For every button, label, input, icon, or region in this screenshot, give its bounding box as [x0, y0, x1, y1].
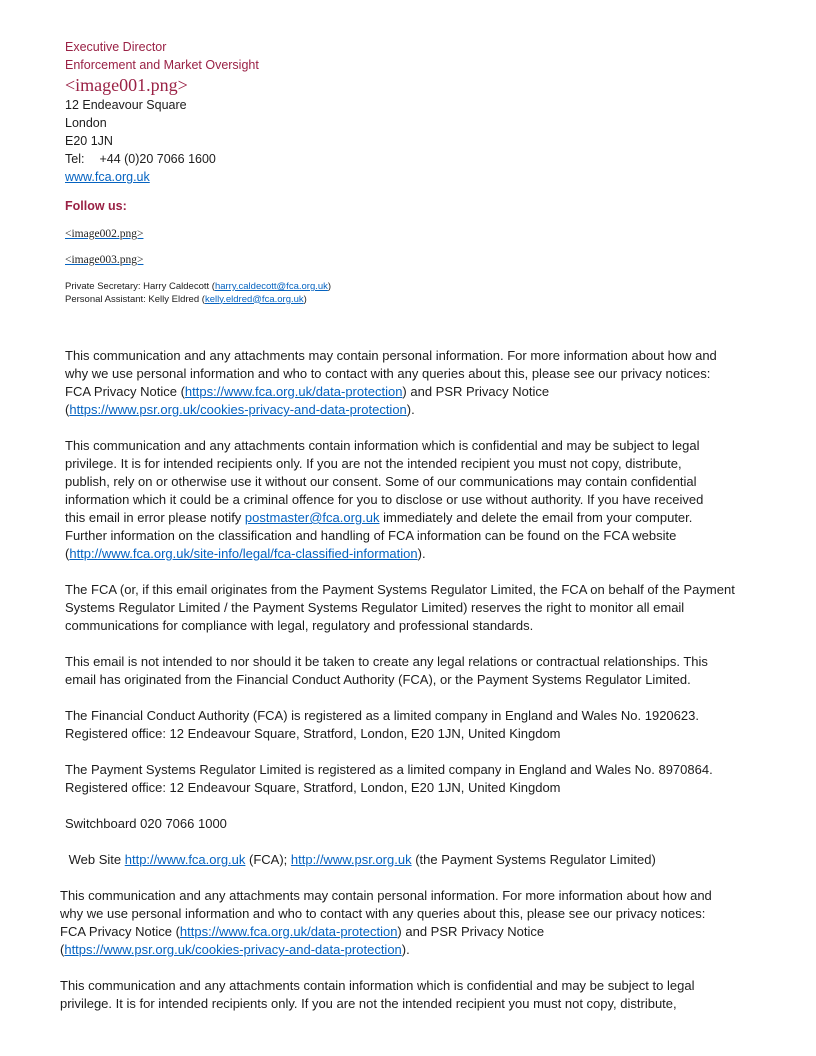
text-run: The Payment Systems Regulator Limited is registered as a limited company in England and Wales No. 8970864.	[65, 762, 713, 777]
text-run: ).	[401, 942, 410, 957]
switchboard-paragraph	[65, 815, 816, 833]
text-run: FCA Privacy Notice (	[60, 924, 180, 939]
text-run: The FCA (or, if this email originates from the Payment Systems Regulator Limited, the FCA on behalf of the Payment	[65, 582, 735, 597]
text-run: (	[65, 546, 70, 561]
address-line-2: London	[65, 116, 107, 130]
tel-label: Tel:	[65, 152, 85, 166]
psr-privacy-link-2[interactable]: https://www.psr.org.uk/cookies-privacy-and-data-protection	[64, 942, 402, 957]
text-line	[65, 437, 816, 455]
text-run: Switchboard 020 7066 1000	[65, 816, 227, 831]
privacy-notice-paragraph	[65, 347, 816, 419]
text-line	[65, 473, 816, 491]
sender-role: Executive Director	[65, 40, 167, 54]
text-run: This communication and any attachments may contain personal information. For more information about how and	[65, 348, 717, 363]
text-line	[65, 401, 816, 419]
text-line	[60, 995, 816, 1013]
social-link-line-1	[65, 226, 816, 241]
text-run: publish, rely on or otherwise use it without our consent. Some of our communications may contain confidential	[65, 474, 697, 489]
fca-classified-information-link[interactable]: http://www.fca.org.uk/site-info/legal/fca-classified-information	[69, 546, 418, 561]
fca-website-url-link[interactable]: http://www.fca.org.uk	[124, 852, 246, 867]
text-line	[60, 941, 816, 959]
text-run: email has originated from the Financial Conduct Authority (FCA), or the Payment Systems Regulator Limited.	[65, 672, 691, 687]
text-run: privilege. It is for intended recipients only. If you are not the intended recipient you must not copy, distribute,	[65, 456, 682, 471]
text-run: The Financial Conduct Authority (FCA) is registered as a limited company in England and Wales No. 1920623.	[65, 708, 699, 723]
psr-registration-paragraph	[65, 761, 816, 797]
text-run: ) and PSR Privacy Notice	[397, 924, 545, 939]
text-line	[65, 815, 816, 833]
text-run: communications for compliance with legal, regulatory and professional standards.	[65, 618, 534, 633]
text-line	[65, 455, 816, 473]
text-run: Private Secretary: Harry Caldecott (	[65, 281, 215, 292]
text-run: Registered office: 12 Endeavour Square, Stratford, London, E20 1JN, United Kingdom	[65, 780, 561, 795]
text-line	[65, 347, 816, 365]
text-run: This email is not intended to nor should it be taken to create any legal relations or contractual relationships. This	[65, 654, 708, 669]
follow-us-label: Follow us:	[65, 199, 127, 213]
websites-paragraph	[65, 851, 816, 869]
text-line	[65, 779, 816, 797]
text-line	[65, 653, 816, 671]
legal-relations-paragraph	[65, 653, 816, 689]
inline-image-placeholder: <image001.png>	[65, 75, 188, 95]
text-line	[60, 887, 816, 905]
fca-data-protection-link-2[interactable]: https://www.fca.org.uk/data-protection	[179, 924, 398, 939]
tel-number: +44 (0)20 7066 1600	[99, 152, 216, 166]
postmaster-email-link[interactable]: postmaster@fca.org.uk	[244, 510, 380, 525]
text-run: this email in error please notify	[65, 510, 245, 525]
text-run: Registered office: 12 Endeavour Square, Stratford, London, E20 1JN, United Kingdom	[65, 726, 561, 741]
text-line	[65, 761, 816, 779]
text-run: (	[65, 402, 70, 417]
text-run: Further information on the classification and handling of FCA information can be found on the FCA website	[65, 528, 677, 543]
text-run: (the Payment Systems Regulator Limited)	[411, 852, 656, 867]
text-line	[65, 491, 816, 509]
fca-website-link[interactable]: www.fca.org.uk	[65, 170, 150, 184]
monitoring-paragraph	[65, 581, 816, 635]
text-run: (FCA);	[245, 852, 291, 867]
text-run: ) and PSR Privacy Notice	[402, 384, 550, 399]
text-run: Personal Assistant: Kelly Eldred (	[65, 293, 205, 305]
text-line	[65, 527, 816, 545]
text-line	[65, 725, 816, 743]
psr-privacy-link[interactable]: https://www.psr.org.uk/cookies-privacy-and-data-protection	[69, 402, 407, 417]
text-line	[65, 581, 816, 599]
personal-assistant-line	[65, 294, 816, 307]
text-run: Systems Regulator Limited / the Payment Systems Regulator Limited) reserves the right to monitor all email	[65, 600, 685, 615]
fca-registration-paragraph	[65, 707, 816, 743]
text-line	[60, 923, 816, 941]
social-image-placeholder-1[interactable]: <image002.png>	[65, 228, 144, 240]
text-line	[65, 383, 816, 401]
text-run: immediately and delete the email from your computer.	[379, 510, 693, 525]
text-run: This communication and any attachments contain information which is confidential and may be subject to legal	[60, 978, 695, 993]
text-run: This communication and any attachments contain information which is confidential and may be subject to legal	[65, 438, 700, 453]
text-run: ).	[406, 402, 415, 417]
text-run: This communication and any attachments may contain personal information. For more information about how and	[60, 888, 712, 903]
email-signature	[0, 0, 816, 306]
social-link-line-2	[65, 252, 816, 267]
confidentiality-paragraph-repeat	[60, 977, 816, 1013]
telephone-line	[65, 150, 816, 168]
text-run: Web Site	[65, 852, 125, 867]
text-run: )	[303, 293, 307, 305]
text-run: information which it could be a criminal offence for you to disclose or use without authority. If you have received	[65, 492, 704, 507]
disclaimer-body	[0, 347, 816, 1013]
text-run: privilege. It is for intended recipients only. If you are not the intended recipient you must not copy, distribute,	[60, 996, 677, 1011]
text-line	[65, 545, 816, 563]
text-run: ).	[417, 546, 426, 561]
text-line	[60, 905, 816, 923]
confidentiality-paragraph	[65, 437, 816, 563]
website-line	[65, 168, 816, 186]
text-line	[65, 365, 816, 383]
social-image-placeholder-2[interactable]: <image003.png>	[65, 254, 144, 266]
address-postcode: E20 1JN	[65, 134, 113, 148]
text-run: why we use personal information and who to contact with any queries about this, please see our privacy notices:	[65, 366, 711, 381]
text-run: why we use personal information and who to contact with any queries about this, please see our privacy notices:	[60, 906, 706, 921]
sender-department: Enforcement and Market Oversight	[65, 58, 259, 72]
text-run: FCA Privacy Notice (	[65, 384, 185, 399]
text-line	[65, 617, 816, 635]
private-secretary-line	[65, 281, 816, 294]
text-line	[65, 851, 816, 869]
text-line	[65, 599, 816, 617]
text-run: (	[60, 942, 65, 957]
text-line	[65, 509, 816, 527]
kelly-eldred-email-link[interactable]: kelly.eldred@fca.org.uk	[204, 293, 304, 305]
harry-caldecott-email-link[interactable]: harry.caldecott@fca.org.uk	[214, 281, 328, 292]
address-line-1: 12 Endeavour Square	[65, 98, 187, 112]
fca-data-protection-link[interactable]: https://www.fca.org.uk/data-protection	[184, 384, 403, 399]
text-run: )	[327, 281, 332, 292]
text-line	[60, 977, 816, 995]
privacy-notice-paragraph-repeat	[60, 887, 816, 959]
psr-website-url-link[interactable]: http://www.psr.org.uk	[290, 852, 412, 867]
text-line	[65, 707, 816, 725]
text-line	[65, 671, 816, 689]
